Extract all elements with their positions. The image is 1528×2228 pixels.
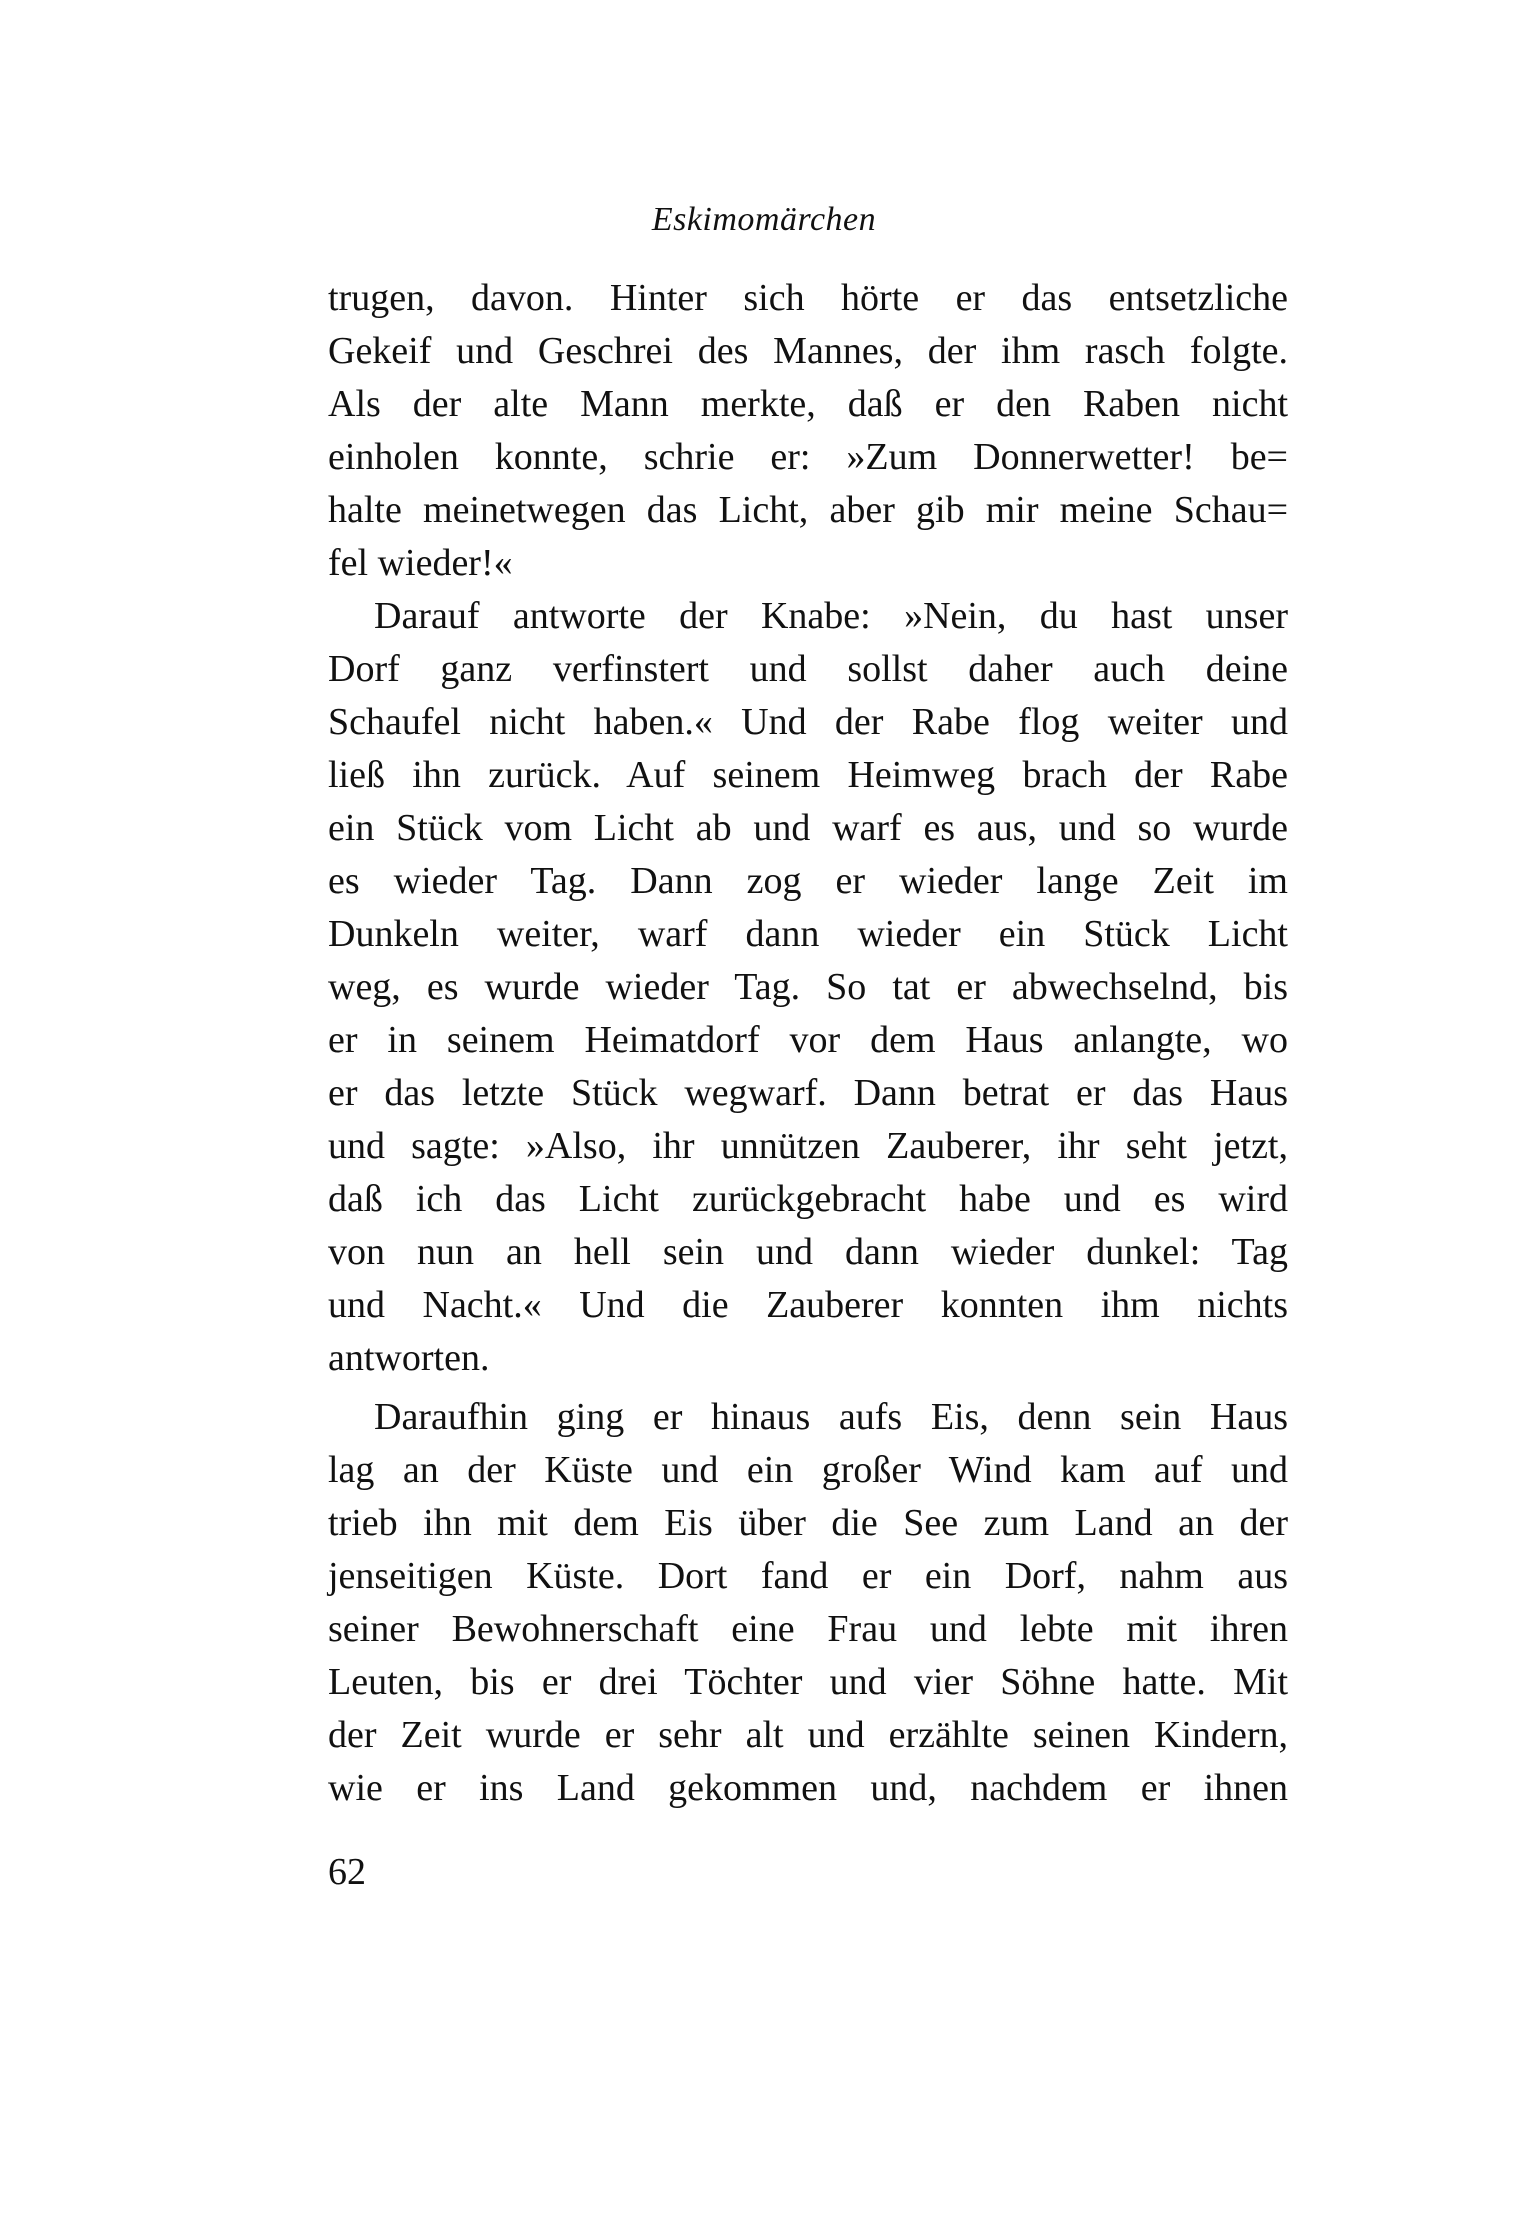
text-line: Darauf antworte der Knabe: »Nein, du hast unser [374, 595, 1288, 637]
text-line: er das letzte Stück wegwarf. Dann betrat er das Haus [328, 1072, 1288, 1114]
running-head: Eskimomärchen [651, 201, 877, 238]
page-number: 62 [328, 1851, 366, 1893]
text-line: ließ ihn zurück. Auf seinem Heimweg brach der Rabe [328, 754, 1288, 796]
text-line: trugen, davon. Hinter sich hörte er das entsetzliche [328, 277, 1288, 319]
text-line: Daraufhin ging er hinaus aufs Eis, denn sein Haus [374, 1396, 1288, 1438]
text-line: der Zeit wurde er sehr alt und erzählte seinen Kindern, [328, 1714, 1288, 1756]
paragraph-1 [328, 272, 1288, 590]
text-line: fel wieder!« [328, 542, 513, 584]
text-line: ein Stück vom Licht ab und warf es aus, und so wurde [328, 807, 1288, 849]
text-line: er in seinem Heimatdorf vor dem Haus anlangte, wo [328, 1019, 1288, 1061]
text-line: trieb ihn mit dem Eis über die See zum Land an der [328, 1502, 1288, 1544]
text-line: und Nacht.« Und die Zauberer konnten ihm nichts [328, 1284, 1288, 1326]
text-line: es wieder Tag. Dann zog er wieder lange Zeit im [328, 860, 1288, 902]
text-line: halte meinetwegen das Licht, aber gib mir meine Schau= [328, 489, 1288, 531]
text-line: Dunkeln weiter, warf dann wieder ein Stück Licht [328, 913, 1288, 955]
paragraph-3 [328, 1391, 1288, 1815]
text-line: und sagte: »Also, ihr unnützen Zauberer, ihr seht jetzt, [328, 1125, 1288, 1167]
text-line: wie er ins Land gekommen und, nachdem er ihnen [328, 1767, 1288, 1809]
text-line: seiner Bewohnerschaft eine Frau und lebte mit ihren [328, 1608, 1288, 1650]
text-line: Dorf ganz verfinstert und sollst daher auch deine [328, 648, 1288, 690]
text-line: weg, es wurde wieder Tag. So tat er abwechselnd, bis [328, 966, 1288, 1008]
text-line: jenseitigen Küste. Dort fand er ein Dorf, nahm aus [328, 1555, 1288, 1597]
text-line: von nun an hell sein und dann wieder dunkel: Tag [328, 1231, 1288, 1273]
text-line: Als der alte Mann merkte, daß er den Raben nicht [328, 383, 1288, 425]
text-line: antworten. [328, 1337, 490, 1379]
text-line: Gekeif und Geschrei des Mannes, der ihm rasch folgte. [328, 330, 1288, 372]
body-text [328, 272, 1288, 1815]
text-line: Leuten, bis er drei Töchter und vier Söhne hatte. Mit [328, 1661, 1288, 1703]
text-line: einholen konnte, schrie er: »Zum Donnerwetter! be= [328, 436, 1288, 478]
text-line: daß ich das Licht zurückgebracht habe und es wird [328, 1178, 1288, 1220]
paragraph-2 [328, 590, 1288, 1385]
text-line: Schaufel nicht haben.« Und der Rabe flog weiter und [328, 701, 1288, 743]
text-line: lag an der Küste und ein großer Wind kam auf und [328, 1449, 1288, 1491]
